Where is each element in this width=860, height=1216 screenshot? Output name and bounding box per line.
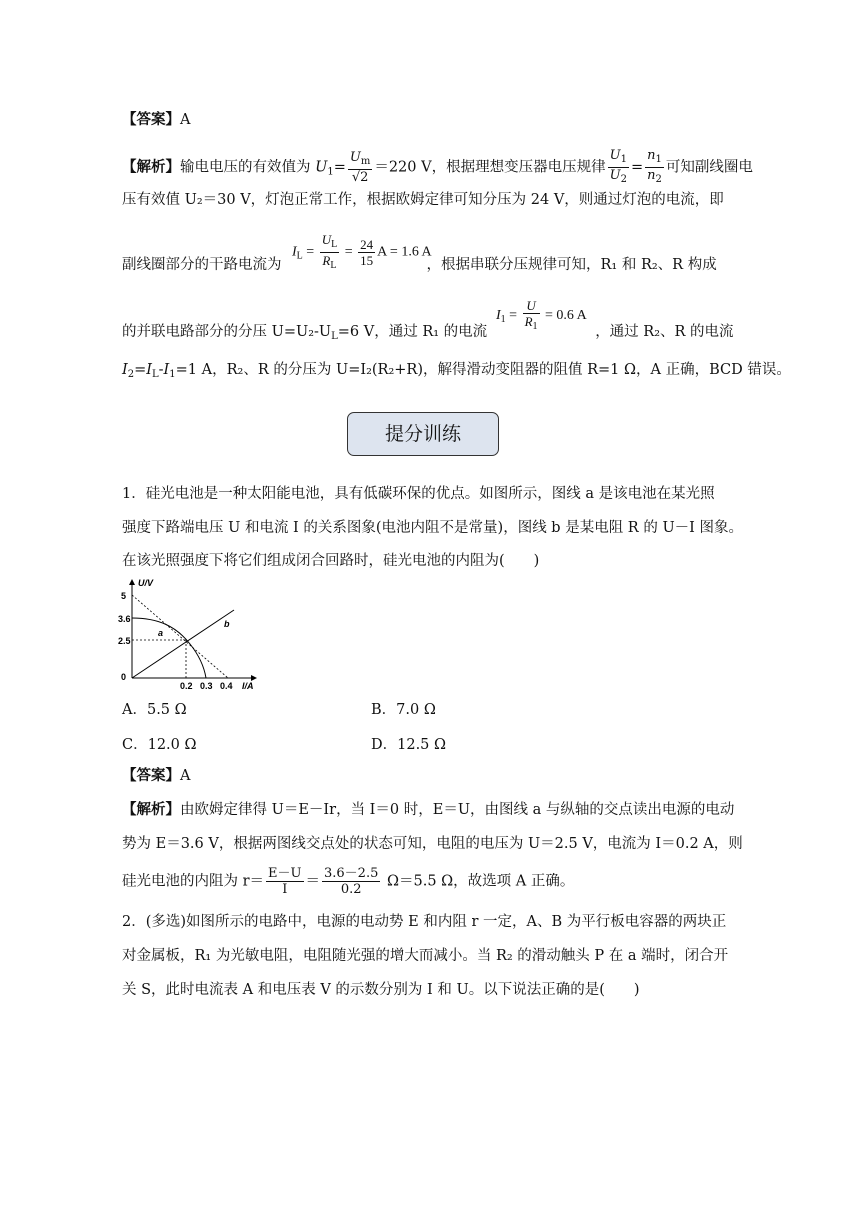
q1-line-1: 1．硅光电池是一种太阳能电池，具有低碳环保的优点。如图所示，图线 a 是该电池在某光照 [122,486,715,502]
y-tick-0: 0 [121,672,127,682]
section-title: 提分训练 [347,412,499,456]
analysis-line-2: 压有效值 U₂＝30 V，灯泡正常工作，根据欧姆定律可知分压为 24 V，则通过灯泡的电流，即 [122,192,724,208]
analysis-line-4: 的并联电路部分的分压 $U=U_2-U_L=6$ V，通过 R₁ 的电流 ，通过 R₂、R 的电流 [122,324,734,342]
option-a[interactable]: A．5.5 Ω [122,702,187,718]
analysis-line-5: $I_2=I_L-I_1=1$ A，R₂、R 的分压为 U=I₂(R₂+R)，解得滑动变阻器的阻值 R=1 Ω，A 正确，BCD 错误。 [122,362,791,380]
fraction-u1-u2: $\frac{U_1}{U_2}$ [609,148,627,185]
dashed-tangent [132,595,228,678]
option-d[interactable]: D．12.5 Ω [371,737,447,753]
q2-line-1: 2．(多选)如图所示的电路中，电源的电动势 E 和内阻 r 一定，A、B 为平行板电容器的两块正 [122,914,727,930]
x-tick-0.2: 0.2 [180,681,193,691]
fraction-um-sqrt2: $\frac{U_m}{√2}$ [349,150,371,185]
analysis-label: 【解析】 [122,158,180,176]
q2-line-3: 关 S，此时电流表 A 和电压表 V 的示数分别为 I 和 U。以下说法正确的是( ) [122,982,640,998]
y-tick-2.5: 2.5 [118,636,131,646]
analysis2-line-3: 硅光电池的内阻为 r＝ $\frac{E-U}{I}$ ＝ $\frac{3.6-2.5}{0.2}$ Ω＝5.5 Ω，故选项 A 正确。 [122,866,575,897]
u-i-graph [118,574,268,694]
equation-I1: $I_1$ = $\frac{U}{R_1}$ = 0.6 A [496,298,587,332]
analysis-label-2: 【解析】 [122,801,180,818]
curve-a-label: a [158,628,164,638]
answer-line-2 [122,766,190,786]
answer-label-2: 【答案】 [122,767,180,784]
equation-IL: $I_L$ = $\frac{U_L}{R_L}$ = $\frac{24}{15}$ A = 1.6 A [292,232,432,271]
q1-line-2: 强度下路端电压 U 和电流 I 的关系图象(电池内阻不是常量)，图线 b 是某电阻 R 的 U－I 图象。 [122,520,743,536]
fraction-values: $\frac{3.6-2.5}{0.2}$ [324,866,379,897]
line-b-label: b [224,619,230,629]
y-tick-5: 5 [121,591,127,601]
analysis-line-3: 副线圈部分的干路电流为 ，根据串联分压规律可知，R₁ 和 R₂、R 构成 [122,257,717,273]
q2-line-2: 对金属板，R₁ 为光敏电阻，电阻随光强的增大而减小。当 R₂ 的滑动触头 P 在 a 端时，闭合开 [122,948,729,964]
fraction-n1-n2: $\frac{n_1}{n_2}$ [647,148,662,185]
q1-line-3: 在该光照强度下将它们组成闭合回路时，硅光电池的内阻为( ) [122,553,540,569]
answer-value-2: A [180,768,191,784]
x-tick-0.3: 0.3 [200,681,213,691]
analysis-line-1: 【解析】输电电压的有效值为 $U_1=$ $\frac{U_m}{√2}$ ＝220 V，根据理想变压器电压规律 $\frac{U_1}{U_2}$ = $\frac{n_1}{n_2}$ 可知副线圈电 [122,148,753,185]
answer-label: 【答案】 [122,111,180,128]
option-c[interactable]: C．12.0 Ω [122,737,197,753]
fraction-e-u-i: $\frac{E-U}{I}$ [268,866,302,897]
answer-line [122,110,190,130]
line-b [132,610,234,678]
analysis2-line-1: 【解析】由欧姆定律得 U＝E－Ir，当 I＝0 时，E＝U，由图线 a 与纵轴的交点读出电源的电动 [122,801,735,818]
y-axis-label: U/V [138,578,154,588]
analysis2-line-2: 势为 E＝3.6 V，根据两图线交点处的状态可知，电阻的电压为 U＝2.5 V，电流为 I＝0.2 A，则 [122,836,743,852]
option-b[interactable]: B．7.0 Ω [371,702,436,718]
x-axis-label: I/A [242,681,254,691]
y-tick-3.6: 3.6 [118,614,131,624]
x-tick-0.4: 0.4 [220,681,233,691]
answer-value: A [180,112,191,128]
